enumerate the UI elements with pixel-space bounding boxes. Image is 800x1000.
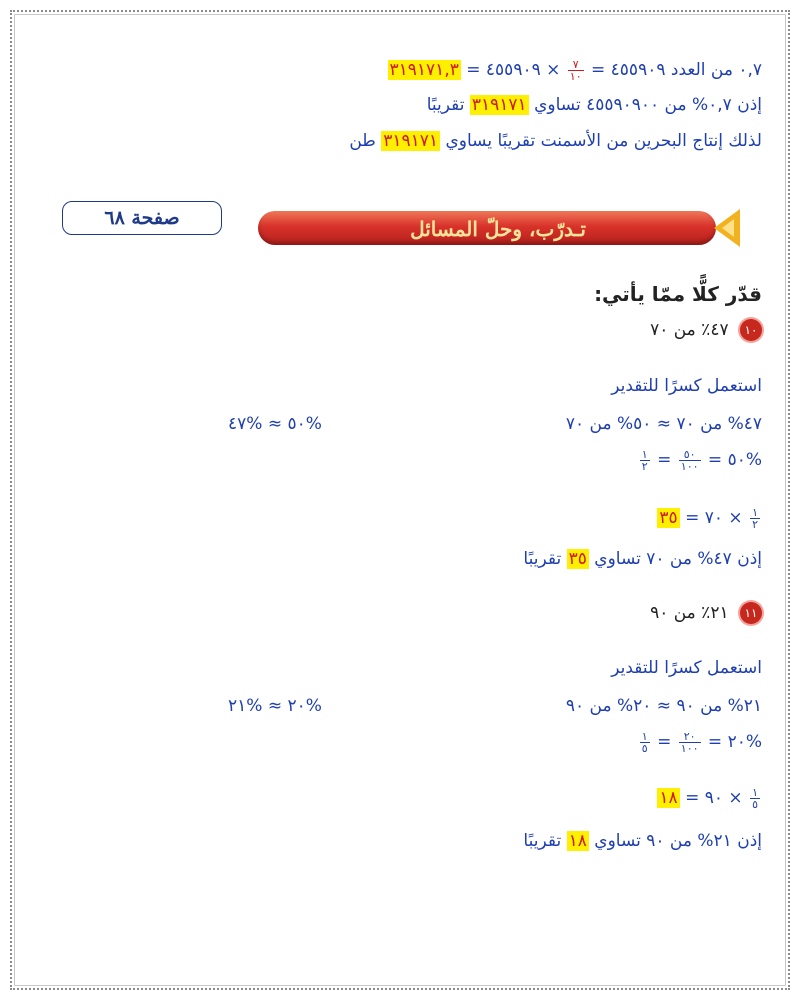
fraction: $\frac{١}{٢}$ bbox=[641, 447, 648, 473]
highlighted-result: ٣٥ bbox=[568, 549, 587, 569]
banner-title: تـدرّب، وحلّ المسائل bbox=[410, 217, 586, 241]
section-banner bbox=[258, 205, 746, 249]
fraction: $\frac{١}{٢}$ bbox=[752, 505, 758, 531]
highlighted-result: ١٨ bbox=[568, 831, 587, 851]
highlighted-result: ٣١٩١٧١ bbox=[471, 95, 527, 115]
q11-conclusion: إذن ٢١% من ٩٠ تساوي ١٨ تقريبًا bbox=[523, 831, 762, 851]
calc-line-1: ٠,٧ من العدد ٤٥٥٩٠٩ = $\frac{٧}{١٠}$ × ٤٥٥٩٠٩ = ٣١٩١٧١,٣ bbox=[389, 57, 762, 83]
calc-line-3: لذلك إنتاج البحرين من الأسمنت تقريبًا يساوي ٣١٩١٧١ طن bbox=[349, 131, 762, 151]
highlighted-result: ٣١٩١٧١,٣ bbox=[389, 60, 459, 80]
q10-fraction-line: %٥٠ = $\frac{٥٠}{١٠٠}$ = $\frac{١}{٢}$ bbox=[641, 447, 762, 473]
instruction-heading: قدّر كلًّا ممّا يأتي: bbox=[594, 282, 762, 306]
question-11-title: ١١ ٢١٪ من ٩٠ bbox=[650, 601, 762, 625]
fraction: $\frac{١}{٥}$ bbox=[752, 785, 758, 811]
page-number-label: صفحة ٦٨ bbox=[62, 201, 222, 235]
q10-conclusion: إذن ٤٧% من ٧٠ تساوي ٣٥ تقريبًا bbox=[523, 549, 762, 569]
q11-method: استعمل كسرًا للتقدير bbox=[611, 658, 762, 678]
q11-approx-left: %٢٠ ≈ %٢١ bbox=[228, 696, 322, 716]
q10-approx-right: ٤٧% من ٧٠ ≈ ٥٠% من ٧٠ bbox=[565, 414, 762, 434]
highlighted-result: ١٨ bbox=[659, 788, 678, 808]
calc-line-2: إذن ٠,٧% من ٤٥٥٩٠٩٠٠ تساوي ٣١٩١٧١ تقريبًا bbox=[426, 95, 762, 115]
calc-lhs: ٠,٧ من العدد ٤٥٥٩٠٩ bbox=[610, 60, 762, 80]
fraction: $\frac{٥٠}{١٠٠}$ bbox=[680, 447, 699, 473]
q10-approx-left: %٥٠ ≈ %٤٧ bbox=[228, 414, 322, 434]
q10-method: استعمل كسرًا للتقدير bbox=[611, 376, 762, 396]
q10-multiply-line: $\frac{١}{٢}$ × ٧٠ = ٣٥ bbox=[659, 505, 758, 531]
fraction: $\frac{١}{٥}$ bbox=[641, 729, 648, 755]
highlighted-result: ٣١٩١٧١ bbox=[383, 131, 439, 151]
question-number-badge: ١٠ bbox=[740, 319, 762, 341]
highlighted-result: ٣٥ bbox=[659, 508, 678, 528]
fraction: $\frac{٧}{١٠}$ bbox=[569, 57, 582, 83]
question-number-badge: ١١ bbox=[740, 602, 762, 624]
q11-fraction-line: %٢٠ = $\frac{٢٠}{١٠٠}$ = $\frac{١}{٥}$ bbox=[641, 729, 762, 755]
fraction: $\frac{٢٠}{١٠٠}$ bbox=[680, 729, 699, 755]
q11-multiply-line: $\frac{١}{٥}$ × ٩٠ = ١٨ bbox=[659, 785, 758, 811]
q11-approx-right: ٢١% من ٩٠ ≈ ٢٠% من ٩٠ bbox=[565, 696, 762, 716]
question-10-title: ١٠ ٤٧٪ من ٧٠ bbox=[650, 318, 762, 342]
